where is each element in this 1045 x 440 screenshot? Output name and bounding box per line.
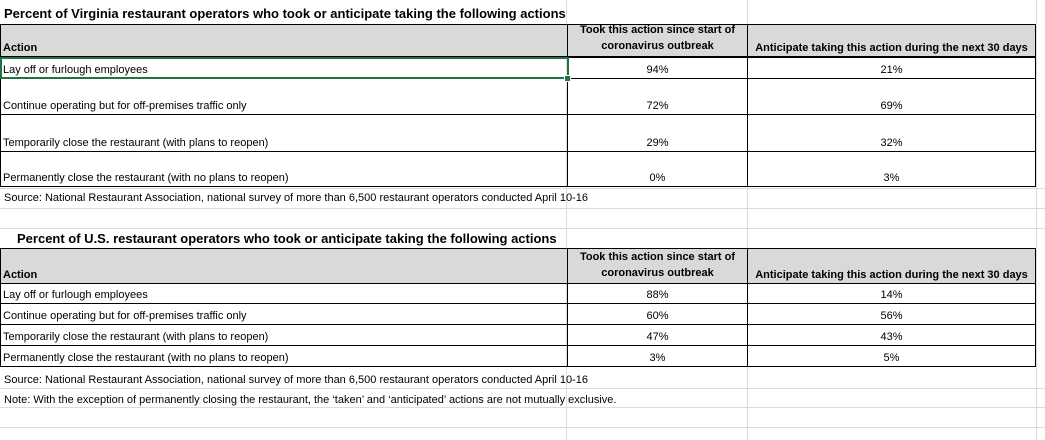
cell-text: 5% [883, 352, 900, 364]
cell-text: Continue operating but for off-premises traffic only [3, 310, 247, 322]
cell-text: 56% [880, 310, 903, 322]
cell-text: 72% [646, 100, 669, 112]
table-row-action[interactable] [0, 283, 568, 304]
table-row-anticipate[interactable] [747, 283, 1036, 304]
table-row-anticipate[interactable] [747, 324, 1036, 346]
gridline [0, 188, 1045, 189]
us-table-title: Percent of U.S. restaurant operators who took or anticipate taking the following actions [17, 231, 557, 246]
us-footnote: Note: With the exception of permanently closing the restaurant, the ‘taken’ and ‘anticipated’ actions are not mutually exclusive. [4, 394, 617, 406]
cell-text: 88% [646, 289, 669, 301]
gridline [0, 388, 1045, 389]
virginia-header-action [0, 24, 568, 57]
header-took-line1: Took this action since start of [579, 251, 736, 263]
table-row-took[interactable] [567, 151, 748, 187]
cell-text: 0% [649, 172, 666, 184]
table-row-took[interactable] [567, 324, 748, 346]
us-header-took [567, 248, 748, 284]
virginia-source-note: Source: National Restaurant Association, national survey of more than 6,500 restaurant operators conducted April 10-16 [4, 192, 588, 204]
table-row-action[interactable] [0, 303, 568, 325]
table-row-took[interactable] [567, 283, 748, 304]
table-row-took[interactable] [567, 303, 748, 325]
table-row-anticipate[interactable] [747, 151, 1036, 187]
cell-text: Lay off or furlough employees [3, 64, 148, 76]
cell-text: 60% [646, 310, 669, 322]
gridline [0, 228, 1045, 229]
header-action-label: Action [3, 269, 38, 281]
cell-text: 47% [646, 331, 669, 343]
header-took-line2: coronavirus outbreak [601, 40, 714, 52]
table-row-action[interactable] [0, 151, 568, 187]
cell-text: 3% [649, 352, 666, 364]
cell-text: 3% [883, 172, 900, 184]
cell-text: Temporarily close the restaurant (with plans to reopen) [3, 331, 269, 343]
table-row-anticipate[interactable] [747, 114, 1036, 152]
cell-text: Permanently close the restaurant (with no plans to reopen) [3, 352, 289, 364]
table-row-took[interactable] [567, 114, 748, 152]
selected-cell[interactable] [0, 57, 569, 79]
gridline [0, 427, 1045, 428]
cell-text: Continue operating but for off-premises traffic only [3, 100, 247, 112]
us-header-action [0, 248, 568, 284]
table-row-action[interactable] [0, 324, 568, 346]
fill-handle[interactable] [564, 75, 571, 82]
table-row-anticipate[interactable] [747, 303, 1036, 325]
cell-text: 29% [646, 137, 669, 149]
header-anticipate-label: Anticipate taking this action during the next 30 days [755, 42, 1028, 54]
gridline [0, 208, 1045, 209]
cell-text: 21% [880, 64, 903, 76]
gridline [0, 407, 1045, 408]
table-row-anticipate[interactable] [747, 78, 1036, 115]
cell-text: 94% [646, 64, 669, 76]
virginia-table-title: Percent of Virginia restaurant operators who took or anticipate taking the following actions [4, 6, 566, 21]
table-row-took[interactable] [567, 78, 748, 115]
us-header-anticipate [747, 248, 1036, 284]
cell-text: Permanently close the restaurant (with no plans to reopen) [3, 172, 289, 184]
table-row-anticipate[interactable] [747, 345, 1036, 367]
header-anticipate-label: Anticipate taking this action during the next 30 days [755, 269, 1028, 281]
table-row-anticipate[interactable] [747, 57, 1036, 79]
cell-text: 69% [880, 100, 903, 112]
cell-text: Temporarily close the restaurant (with plans to reopen) [3, 137, 269, 149]
cell-text: 43% [880, 331, 903, 343]
cell-text: 32% [880, 137, 903, 149]
table-row-action[interactable] [0, 345, 568, 367]
us-source-note: Source: National Restaurant Association, national survey of more than 6,500 restaurant operators conducted April 10-16 [4, 374, 588, 386]
header-action-label: Action [3, 42, 38, 54]
virginia-header-anticipate [747, 24, 1036, 57]
cell-text: Lay off or furlough employees [3, 289, 148, 301]
table-row-took[interactable] [567, 57, 748, 79]
table-row-action[interactable] [0, 78, 568, 115]
cell-text: 14% [880, 289, 903, 301]
table-row-took[interactable] [567, 345, 748, 367]
header-took-line2: coronavirus outbreak [601, 267, 714, 279]
header-took-line1: Took this action since start of [579, 24, 736, 36]
table-row-action[interactable] [0, 114, 568, 152]
virginia-header-took [567, 24, 748, 57]
